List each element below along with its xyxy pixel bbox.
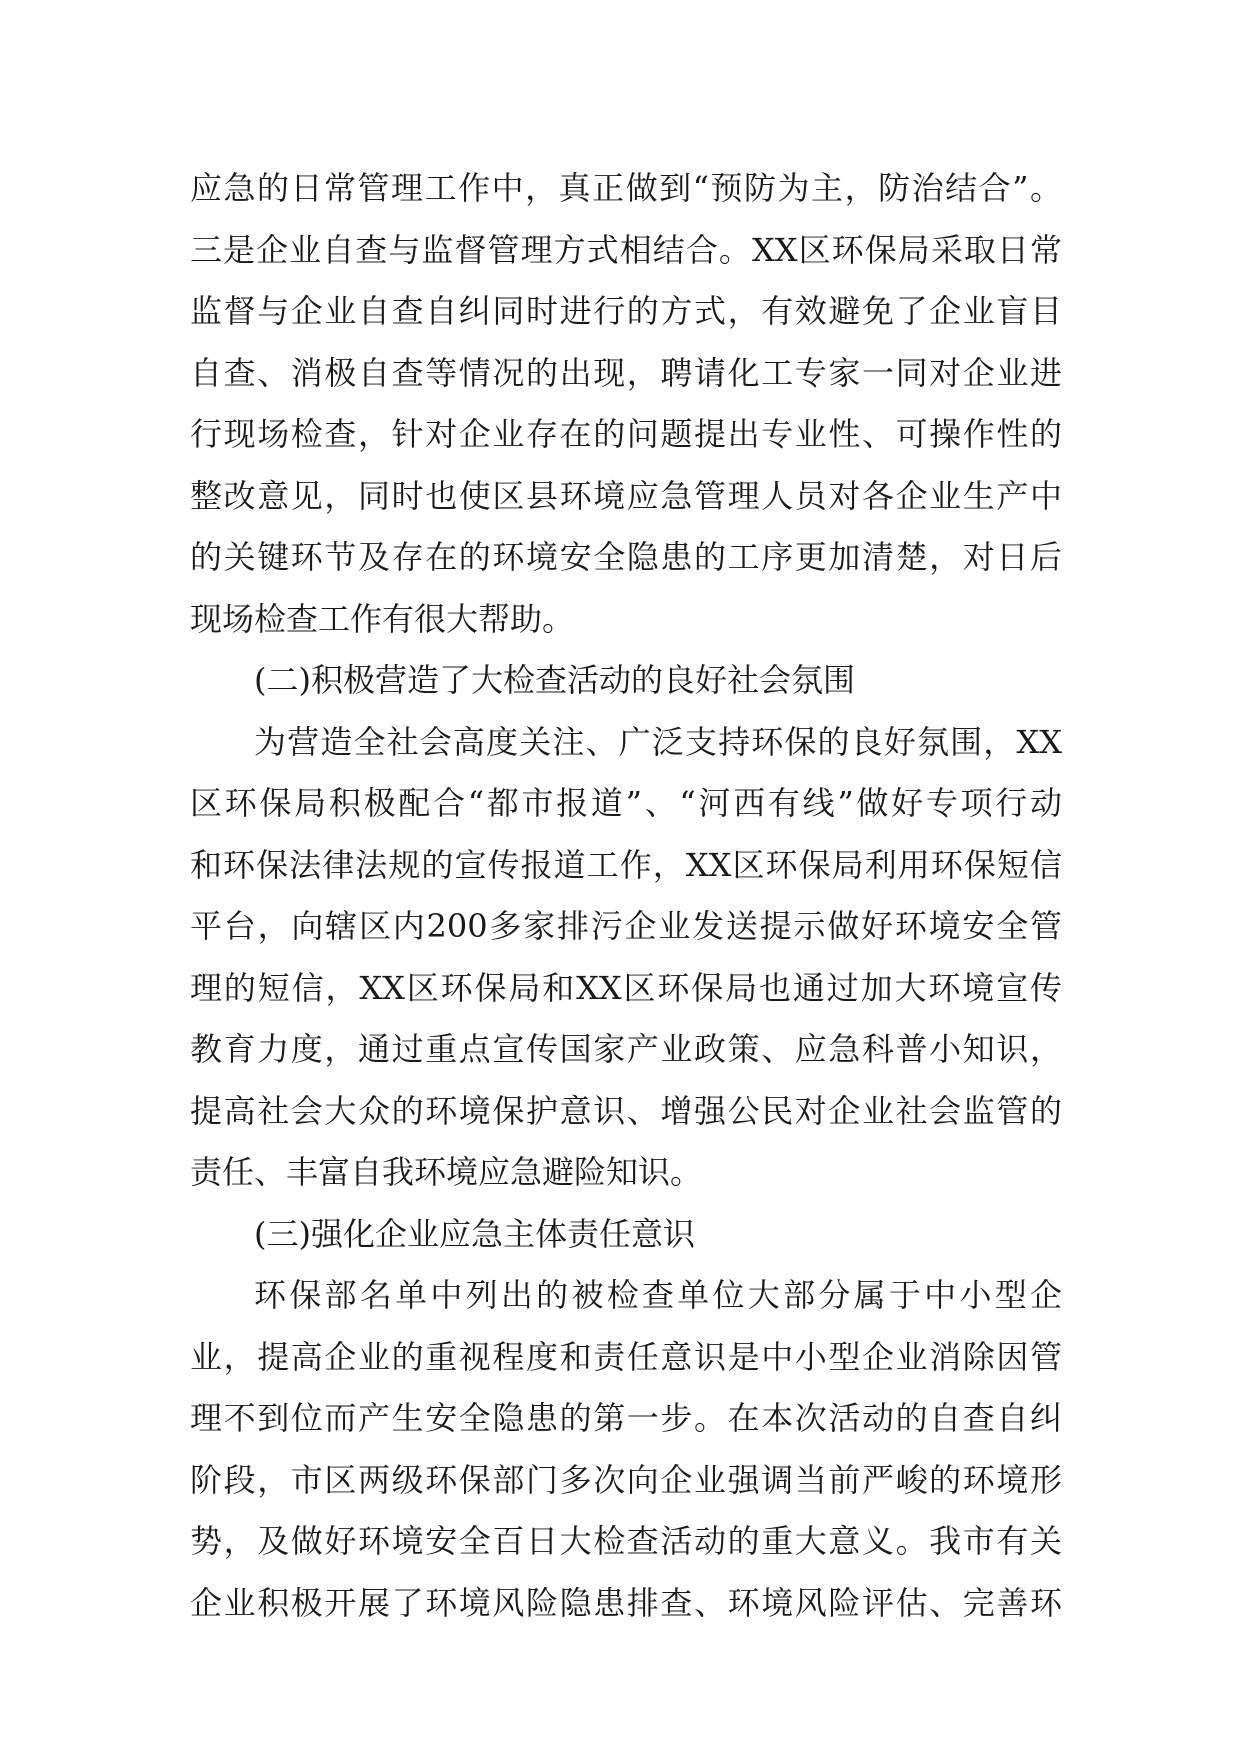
text-line: 和环保法律法规的宣传报道工作，XX区环保局利用环保短信 bbox=[190, 845, 1062, 884]
text-line: 自查、消极自查等情况的出现，聘请化工专家一同对企业进 bbox=[190, 353, 1062, 392]
text-line: 理不到位而产生安全隐患的第一步。在本次活动的自查自纠 bbox=[190, 1399, 1062, 1437]
text-line: 责任、丰富自我环境应急避险知识。 bbox=[190, 1153, 703, 1191]
section-heading: (二)积极营造了大检查活动的良好社会氛围 bbox=[254, 661, 855, 699]
text-line: 业，提高企业的重视程度和责任意识是中小型企业消除因管 bbox=[190, 1337, 1062, 1376]
section-heading: (三)强化企业应急主体责任意识 bbox=[254, 1214, 695, 1253]
text-line: 教育力度，通过重点宣传国家产业政策、应急科普小知识， bbox=[190, 1030, 1062, 1068]
text-line: 现场检查工作有很大帮助。 bbox=[190, 599, 575, 638]
text-line: 提高社会大众的环境保护意识、增强公民对企业社会监管的 bbox=[190, 1091, 1062, 1130]
text-line: 行现场检查，针对企业存在的问题提出专业性、可操作性的 bbox=[190, 415, 1062, 453]
text-line: 平台，向辖区内200多家排污企业发送提示做好环境安全管 bbox=[190, 907, 1062, 945]
text-line: 企业积极开展了环境风险隐患排查、环境风险评估、完善环 bbox=[190, 1583, 1062, 1622]
text-line: 为营造全社会高度关注、广泛支持环保的良好氛围，XX bbox=[254, 722, 1062, 761]
text-line: 整改意见，同时也使区县环境应急管理人员对各企业生产中 bbox=[190, 476, 1062, 515]
body-text bbox=[190, 158, 1062, 1634]
text-line: 三是企业自查与监督管理方式相结合。XX区环保局采取日常 bbox=[190, 230, 1062, 269]
text-line: 势，及做好环境安全百日大检查活动的重大意义。我市有关 bbox=[190, 1522, 1062, 1560]
text-line: 阶段，市区两级环保部门多次向企业强调当前严峻的环境形 bbox=[190, 1460, 1062, 1499]
text-line: 理的短信，XX区环保局和XX区环保局也通过加大环境宣传 bbox=[190, 968, 1062, 1007]
text-line: 区环保局积极配合“都市报道”、“河西有线”做好专项行动 bbox=[190, 784, 1062, 822]
text-line: 的关键环节及存在的环境安全隐患的工序更加清楚，对日后 bbox=[190, 538, 1062, 576]
text-line: 环保部名单中列出的被检查单位大部分属于中小型企 bbox=[254, 1276, 1062, 1314]
text-line: 应急的日常管理工作中，真正做到“预防为主，防治结合”。 bbox=[190, 169, 1062, 207]
text-line: 监督与企业自查自纠同时进行的方式，有效避免了企业盲目 bbox=[190, 292, 1062, 330]
